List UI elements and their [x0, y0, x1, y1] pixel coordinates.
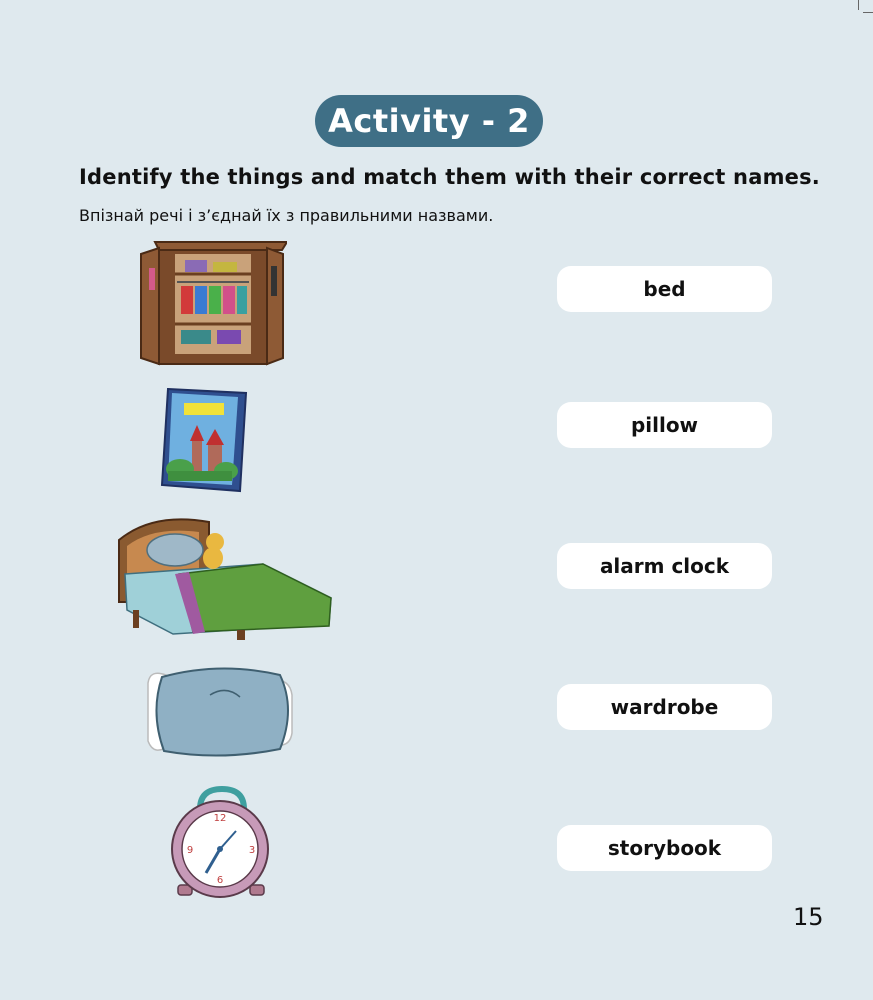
activity-title: Activity - 2 [315, 95, 543, 147]
storybook-icon [160, 385, 252, 493]
word-card-wardrobe[interactable]: wardrobe [557, 684, 772, 730]
svg-text:6: 6 [216, 875, 224, 886]
crop-mark-top-right-h [863, 12, 873, 13]
word-card-bed[interactable]: bed [557, 266, 772, 312]
alarm-clock-icon [162, 785, 277, 903]
alarm-clock-picture[interactable] [162, 785, 277, 903]
word-card-pillow[interactable]: pillow [557, 402, 772, 448]
crop-mark-top-right [858, 0, 859, 10]
svg-text:3: 3 [248, 845, 256, 856]
svg-text:9: 9 [186, 845, 194, 856]
wardrobe-icon [137, 240, 287, 368]
instruction-ukrainian: Впізнай речі і з’єднай їх з правильними назвами. [79, 206, 494, 225]
instruction-english: Identify the things and match them with their correct names. [79, 165, 820, 189]
svg-text:12: 12 [213, 813, 227, 824]
pillow-icon [140, 665, 300, 760]
wardrobe-picture[interactable] [137, 240, 287, 368]
storybook-picture[interactable] [160, 385, 252, 493]
page-number: 15 [793, 903, 824, 931]
word-card-storybook[interactable]: storybook [557, 825, 772, 871]
bed-picture[interactable] [113, 512, 335, 642]
pillow-picture[interactable] [140, 665, 300, 760]
bed-icon [113, 512, 335, 642]
word-card-alarm-clock[interactable]: alarm clock [557, 543, 772, 589]
